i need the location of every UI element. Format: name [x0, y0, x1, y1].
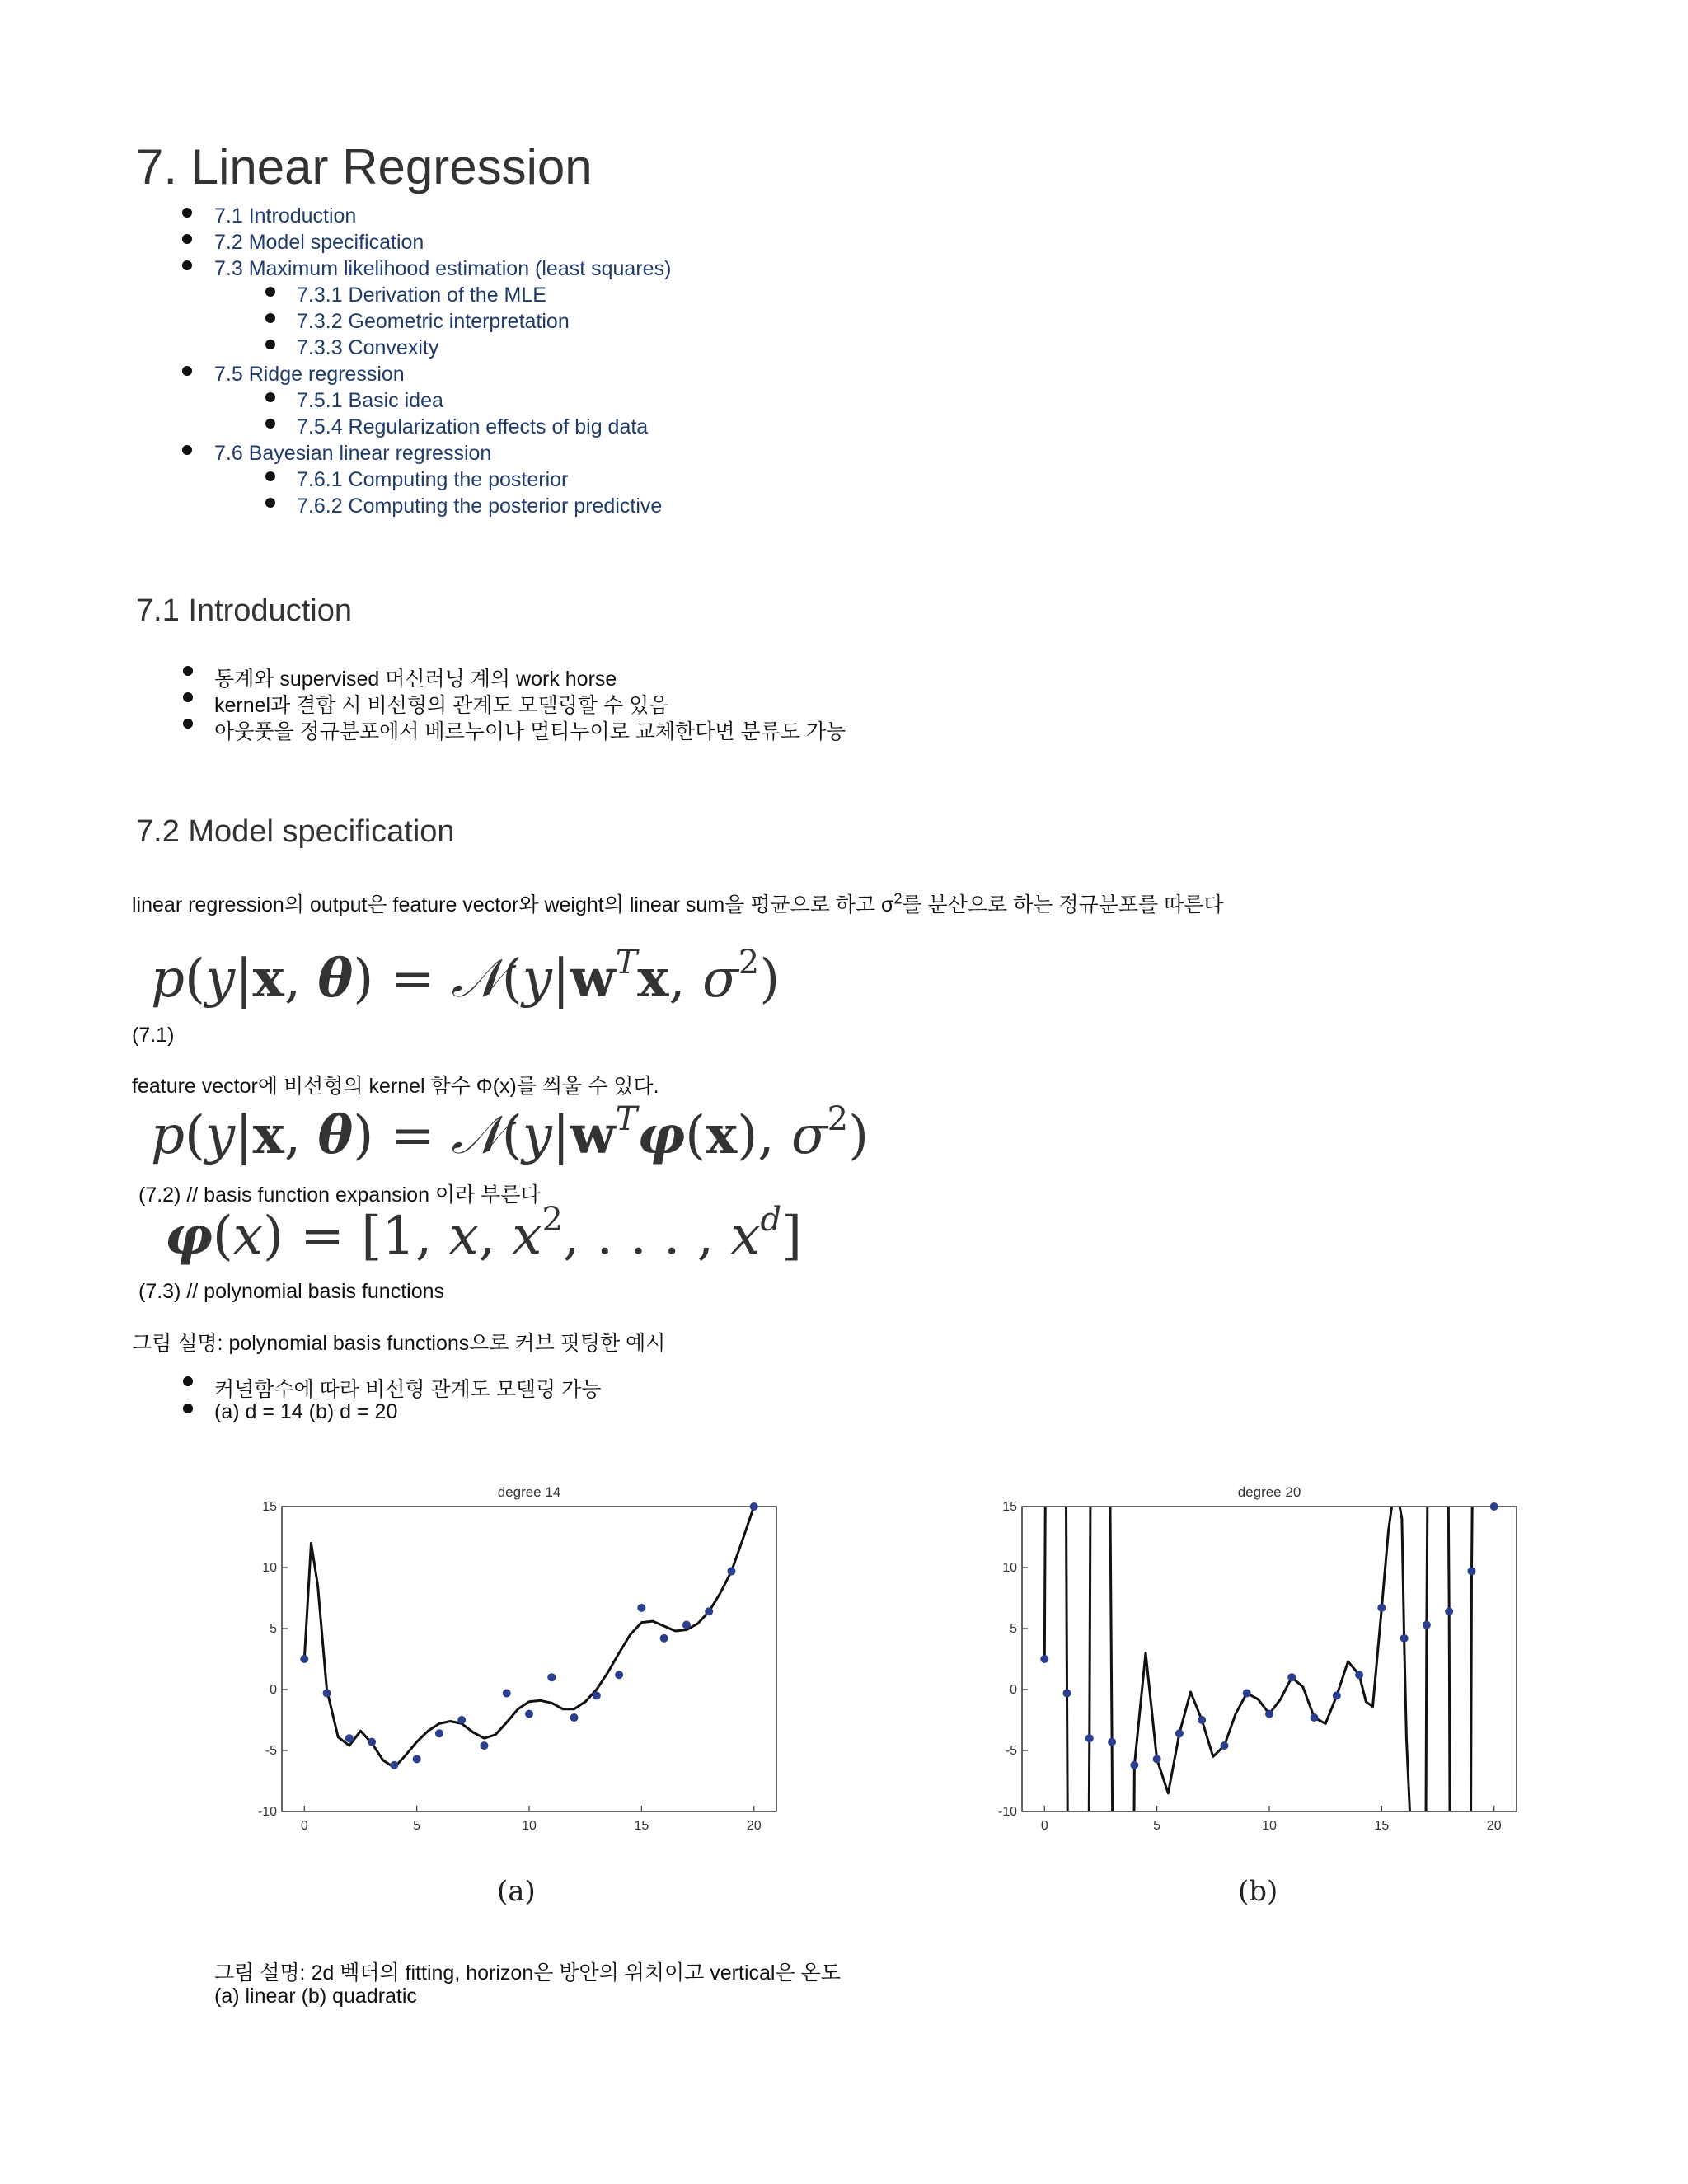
bullet: [183, 692, 193, 702]
toc-bullet: [182, 445, 192, 455]
data-point: [1377, 1604, 1386, 1612]
bullet: [183, 1404, 193, 1413]
section-heading-model-specification: 7.2 Model specification: [136, 814, 455, 849]
toc-bullet: [265, 287, 275, 297]
toc-link[interactable]: 7.3 Maximum likelihood estimation (least squares): [214, 257, 672, 280]
x-tick-label: 5: [1153, 1819, 1161, 1830]
toc-bullet: [182, 366, 192, 376]
equation-label: (7.2) // basis function expansion 이라 부른다: [138, 1183, 541, 1207]
intro-bullet-text: 통계와 supervised 머신러닝 계의 work horse: [214, 668, 617, 691]
data-point: [1400, 1634, 1409, 1643]
equation-7-1: p(y|x, $\theta) = 𝒩(y|w^Tx$, $\sigma^2$): [151, 944, 781, 1010]
bullet: [183, 719, 193, 729]
plot-frame: [1022, 1507, 1517, 1811]
section-heading-introduction: 7.1 Introduction: [136, 593, 352, 628]
equation-7-2: p(y|x, $\theta) = 𝒩(y|w^T\varphi(x)$, $\sigma^2$): [151, 1100, 870, 1166]
data-point: [637, 1604, 645, 1612]
data-point: [1063, 1689, 1071, 1697]
data-point: [1175, 1729, 1184, 1737]
plot-frame: [282, 1507, 776, 1811]
toc-link[interactable]: 7.5.1 Basic idea: [297, 389, 443, 412]
data-point: [570, 1713, 579, 1722]
data-point: [1333, 1691, 1341, 1699]
toc-bullet: [265, 340, 275, 349]
data-point: [705, 1607, 713, 1615]
x-tick-label: 0: [300, 1819, 308, 1830]
x-tick-label: 15: [634, 1819, 649, 1830]
data-point: [1467, 1567, 1475, 1575]
page-title: 7. Linear Regression: [136, 139, 593, 194]
intro-bullet-text: 아웃풋을 정규분포에서 베르누이나 멀티누이로 교체한다면 분류도 가능: [214, 720, 846, 743]
equation-label: (7.3) // polynomial basis functions: [138, 1280, 445, 1303]
data-point: [435, 1729, 443, 1737]
toc-link[interactable]: 7.5 Ridge regression: [214, 363, 405, 386]
data-point: [345, 1734, 354, 1742]
data-point: [1108, 1738, 1116, 1746]
panel-label-a: (a): [497, 1875, 536, 1908]
toc-link[interactable]: 7.6 Bayesian linear regression: [214, 442, 492, 465]
bullet: [183, 666, 193, 676]
data-point: [525, 1710, 533, 1718]
data-point: [1287, 1673, 1296, 1681]
data-point: [1040, 1655, 1048, 1663]
data-point: [1423, 1621, 1431, 1629]
data-point: [1490, 1502, 1498, 1511]
data-point: [750, 1502, 758, 1511]
toc-link[interactable]: 7.5.4 Regularization effects of big data: [297, 415, 649, 438]
y-tick-label: -5: [265, 1744, 277, 1758]
toc-link[interactable]: 7.3.2 Geometric interpretation: [297, 310, 570, 333]
y-tick-label: 0: [1010, 1683, 1017, 1697]
data-point: [503, 1689, 511, 1697]
equation-7-3: φ(x) = [1, x, $x^2$, . . . , $x^d$]: [165, 1201, 803, 1267]
chart-degree-20: [979, 1467, 1540, 1830]
model-paragraph: feature vector에 비선형의 kernel 함수 Φ(x)를 씌울 수 있다.: [132, 1075, 659, 1098]
fit-curve: [304, 1488, 761, 1768]
data-point: [1445, 1607, 1453, 1615]
toc-link[interactable]: 7.6.2 Computing the posterior predictive: [297, 494, 663, 518]
data-point: [547, 1673, 556, 1681]
x-tick-label: 10: [1262, 1819, 1277, 1830]
model-paragraph: linear regression의 output은 feature vector와 weight의 linear sum을 평균으로 하고 $\sigma^2$를 분산으로 하는 정규분포를 따른다: [132, 890, 1224, 916]
y-tick-label: 15: [262, 1500, 277, 1514]
data-point: [593, 1691, 601, 1699]
x-tick-label: 0: [1040, 1819, 1048, 1830]
data-point: [1130, 1761, 1138, 1769]
figure-bullet-text: (a) d = 14 (b) d = 20: [214, 1400, 398, 1423]
x-tick-label: 10: [522, 1819, 537, 1830]
equation-label: (7.1): [132, 1024, 175, 1047]
y-tick-label: 10: [1002, 1561, 1017, 1575]
data-point: [1243, 1689, 1251, 1697]
x-tick-label: 20: [746, 1819, 762, 1830]
figure-bullet-text: 커널함수에 따라 비선형 관계도 모델링 가능: [214, 1378, 602, 1401]
toc-link[interactable]: 7.6.1 Computing the posterior: [297, 468, 569, 491]
data-point: [1355, 1671, 1363, 1679]
toc-link[interactable]: 7.2 Model specification: [214, 231, 424, 254]
y-tick-label: 5: [1010, 1622, 1017, 1636]
data-point: [1265, 1710, 1273, 1718]
chart-degree-14: [239, 1467, 799, 1830]
toc-bullet: [265, 471, 275, 481]
intro-bullet-text: kernel과 결합 시 비선형의 관계도 모델링할 수 있음: [214, 694, 669, 717]
figure-caption: 그림 설명: 2d 벡터의 fitting, horizon은 방안의 위치이고 vertical은 온도: [214, 1961, 841, 1985]
panel-label-b: (b): [1238, 1875, 1278, 1908]
x-tick-label: 5: [413, 1819, 421, 1830]
data-point: [1153, 1755, 1161, 1763]
data-point: [300, 1655, 308, 1663]
data-point: [323, 1689, 331, 1697]
data-point: [413, 1755, 421, 1763]
toc-bullet: [265, 313, 275, 323]
figure-caption: (a) linear (b) quadratic: [214, 1985, 417, 2008]
chart-title: degree 14: [497, 1484, 561, 1500]
y-tick-label: -10: [997, 1805, 1017, 1819]
toc-bullet: [265, 419, 275, 429]
data-point: [1198, 1716, 1206, 1724]
toc-bullet: [182, 260, 192, 270]
y-tick-label: 5: [270, 1622, 277, 1636]
figure-caption: 그림 설명: polynomial basis functions으로 커브 핏팅한 예시: [132, 1332, 666, 1355]
data-point: [660, 1634, 668, 1643]
toc-bullet: [182, 208, 192, 218]
toc-link[interactable]: 7.3.3 Convexity: [297, 336, 439, 359]
x-tick-label: 20: [1486, 1819, 1502, 1830]
toc-link[interactable]: 7.1 Introduction: [214, 204, 357, 227]
data-point: [1085, 1734, 1094, 1742]
y-tick-label: -5: [1005, 1744, 1017, 1758]
data-point: [1311, 1713, 1319, 1722]
fit-curve: [1044, 1467, 1493, 1830]
y-tick-label: -10: [257, 1805, 277, 1819]
x-tick-label: 15: [1374, 1819, 1390, 1830]
toc-link[interactable]: 7.3.1 Derivation of the MLE: [297, 284, 546, 307]
y-tick-label: 0: [270, 1683, 277, 1697]
chart-title: degree 20: [1237, 1484, 1301, 1500]
data-point: [457, 1716, 466, 1724]
data-point: [682, 1621, 691, 1629]
y-tick-label: 10: [262, 1561, 277, 1575]
toc-bullet: [265, 392, 275, 402]
bullet: [183, 1376, 193, 1386]
data-point: [368, 1738, 376, 1746]
data-point: [480, 1741, 488, 1750]
data-point: [1220, 1741, 1228, 1750]
data-point: [615, 1671, 623, 1679]
data-point: [727, 1567, 735, 1575]
toc-bullet: [265, 498, 275, 508]
toc-bullet: [182, 234, 192, 244]
data-point: [390, 1761, 398, 1769]
y-tick-label: 15: [1002, 1500, 1017, 1514]
